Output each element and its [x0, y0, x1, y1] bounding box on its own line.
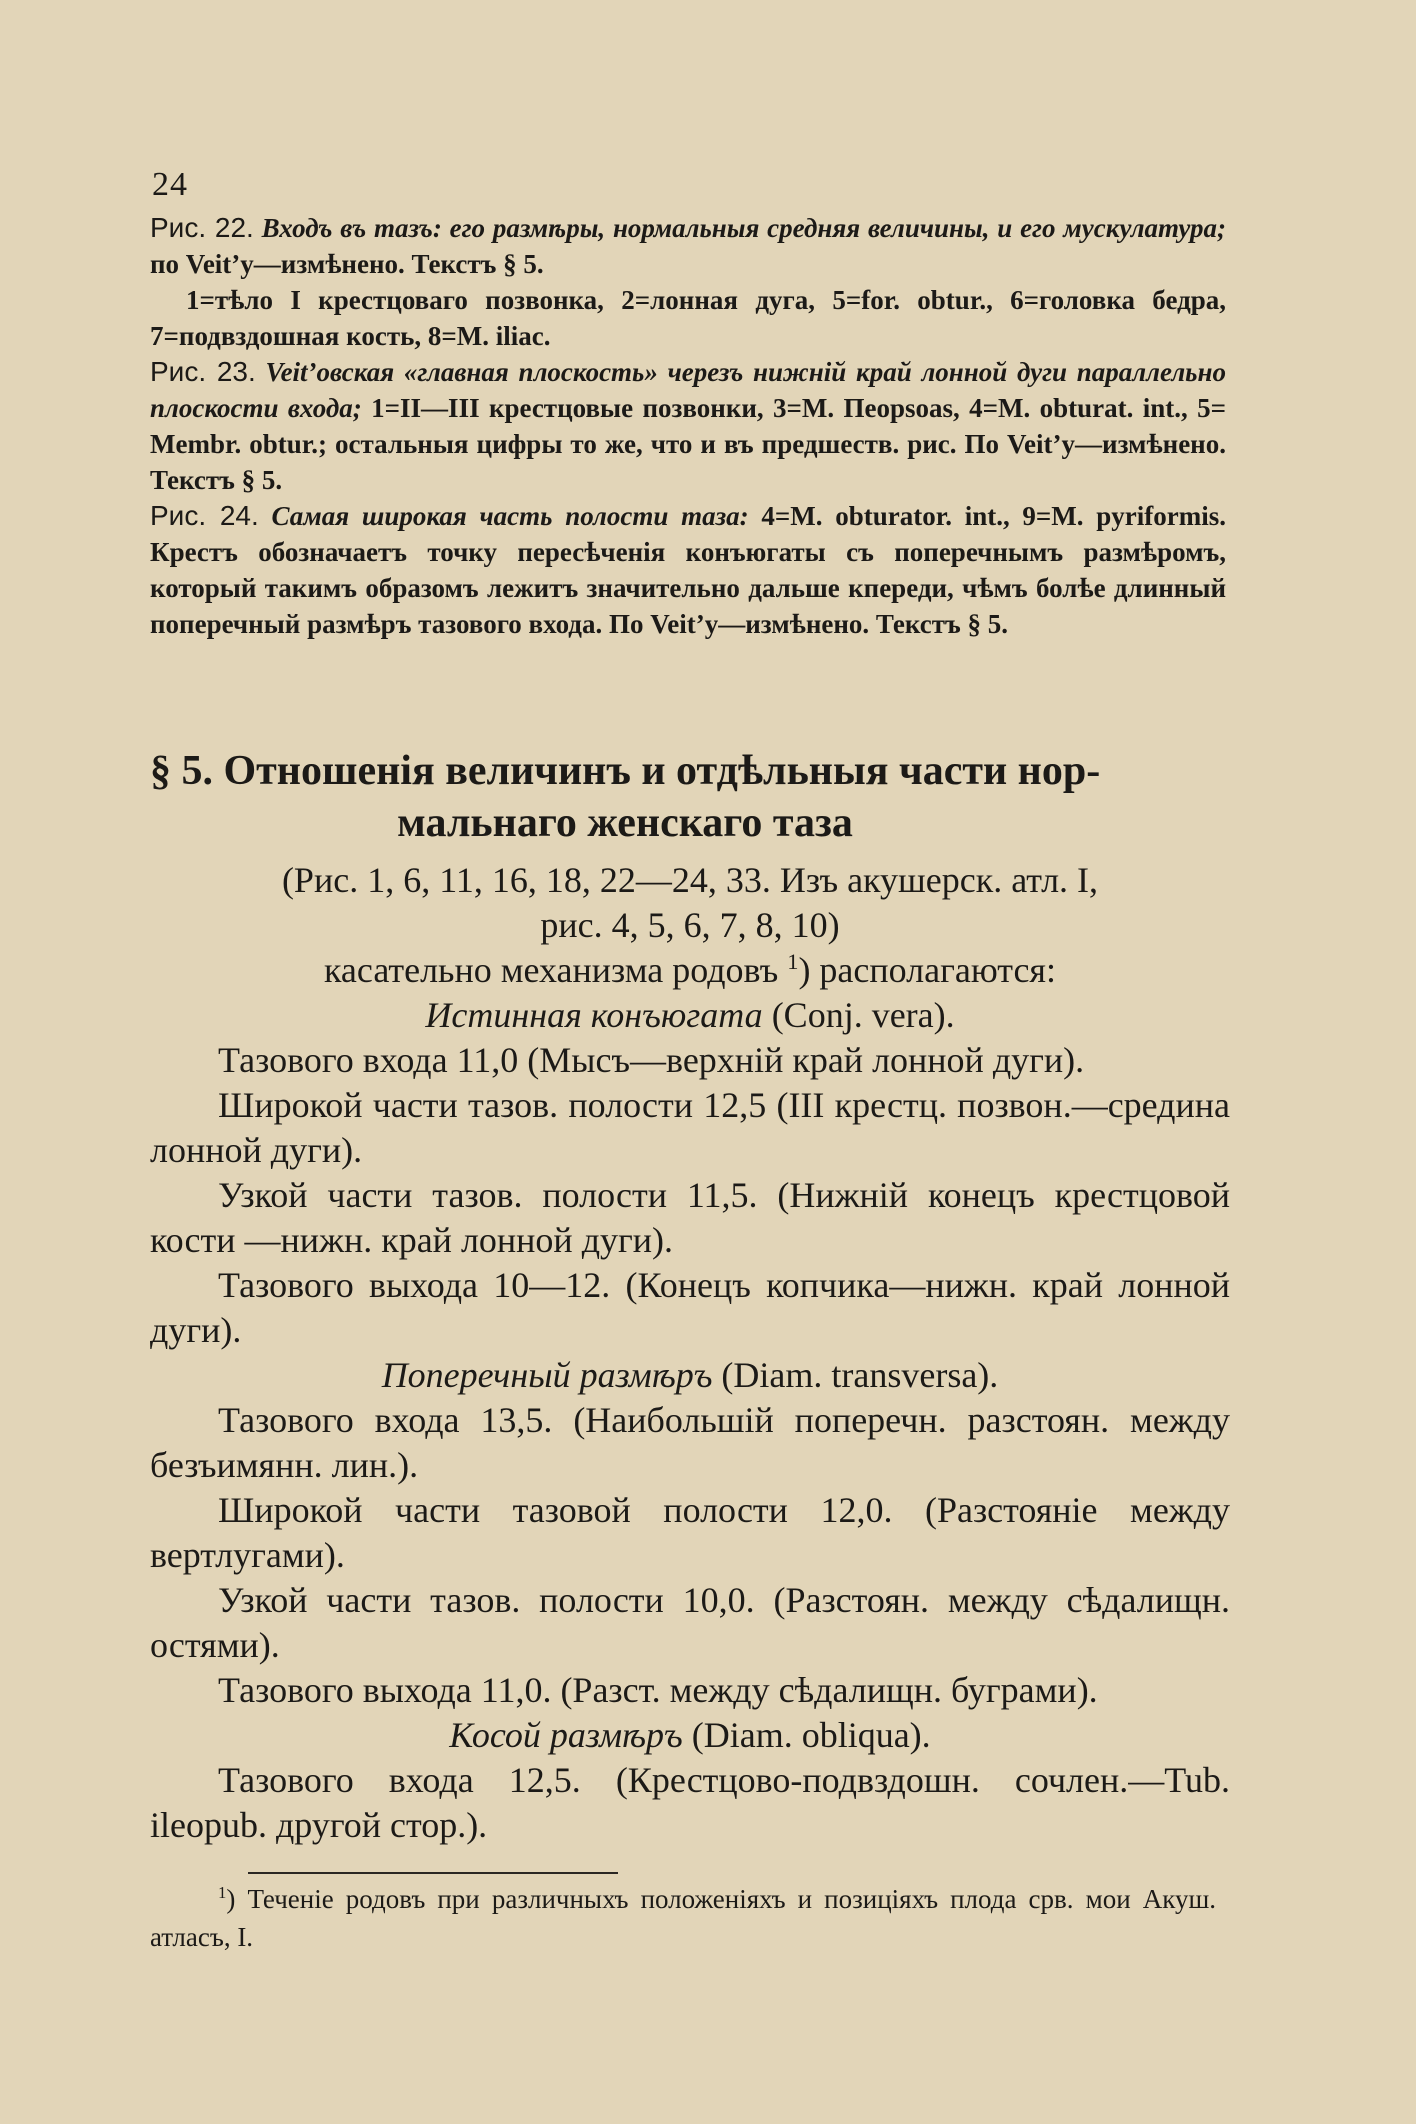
caption-body: 1=II—III крестцовые позвонки, 3=M. Пеорsoas, 4=M. obturat. int., 5= Membr. obtur.; остальныя цифры то же, что и въ предшеств. рис. По Veit’у—измѣнено. Текстъ § 5. — [150, 393, 1226, 495]
measurement-item: Тазового входа 12,5. (Крестцово-подвздошн. сочлен.—Tub. ileopub. другой стор.). — [150, 1760, 1230, 1845]
figure-caption-22 — [150, 210, 1226, 282]
caption-label: Рис. 22. — [150, 212, 254, 243]
figure-caption-22-legend: 1=тѣло I крестцоваго позвонка, 2=лонная дуга, 5=for. obtur., 6=головка бедра, 7=подвздошная кость, 8=M. iliac. — [150, 285, 1226, 351]
footnote-ref: 1 — [787, 949, 799, 974]
measurement-item: Тазового входа 13,5. (Наибольшій поперечн. разстоян. между безъимянн. лин.). — [150, 1400, 1230, 1485]
measurement-item: Тазового входа 11,0 (Мысъ—верхній край лонной дуги). — [218, 1040, 1085, 1080]
measurement-item: Тазового выхода 11,0. (Разст. между сѣдалищн. буграми). — [218, 1670, 1098, 1710]
footnote-divider — [248, 1872, 618, 1874]
footnote-body: ) Теченіе родовъ при различныхъ положеніяхъ и позиціяхъ плода срв. мои Акуш. атласъ, I. — [150, 1884, 1216, 1952]
measurement-item: Узкой части тазов. полости 11,5. (Нижній конецъ крестцовой кости —нижн. край лонной дуги). — [150, 1175, 1230, 1260]
caption-label: Рис. 23. — [150, 356, 256, 387]
subheading-title: Косой размѣръ — [449, 1715, 683, 1755]
section-heading-line-2: мальнаго женскаго таза — [397, 800, 853, 846]
section-heading-line-1: § 5. Отношенія величинъ и отдѣльныя части нор- — [150, 748, 1101, 794]
caption-body: 4=M. obturator. int., 9=M. pyriformis. Крестъ обозначаетъ точку пересѣченія конъюгаты съ поперечнымъ размѣромъ, который такимъ образомъ лежитъ значительно дальше кпереди, чѣмъ болѣе длинный поперечный размѣръ тазового входа. По Veit’у—измѣнено. Текстъ § 5. — [150, 501, 1226, 639]
subheading-transverse — [150, 1353, 1230, 1398]
figure-references-cont: рис. 4, 5, 6, 7, 8, 10) — [540, 905, 840, 945]
subheading-latin: (Diam. transversa). — [712, 1355, 999, 1395]
mechanism-note — [150, 948, 1230, 993]
caption-title: Входъ въ тазъ: его размѣры, нормальныя средняя величины, и его мускулатура; — [261, 213, 1227, 243]
measurement-item: Узкой части тазов. полости 10,0. (Разстоян. между сѣдалищн. остями). — [150, 1580, 1230, 1665]
footnote-mark: 1 — [218, 1883, 227, 1902]
subheading-latin: (Diam. obliqua). — [682, 1715, 931, 1755]
caption-title: Самая широкая часть полости таза: — [271, 501, 749, 531]
figure-references: (Рис. 1, 6, 11, 16, 18, 22—24, 33. Изъ акушерск. атл. I, — [281, 860, 1099, 900]
figure-captions — [150, 210, 1226, 642]
measurement-item: Тазового выхода 10—12. (Конецъ копчика—нижн. край лонной дуги). — [150, 1265, 1230, 1350]
page-number: 24 — [152, 166, 188, 203]
subheading-conjugate — [150, 993, 1230, 1038]
caption-body: по Veit’у—измѣнено. Текстъ § 5. — [150, 249, 544, 279]
subheading-latin: (Conj. vera). — [762, 995, 955, 1035]
caption-label: Рис. 24. — [150, 500, 259, 531]
footnote-text — [150, 1880, 1216, 1956]
subheading-oblique — [150, 1713, 1230, 1758]
figure-caption-24 — [150, 498, 1226, 642]
footnote — [150, 1880, 1216, 1956]
subheading-title: Поперечный размѣръ — [381, 1355, 713, 1395]
caption-title: Veit’овская «главная плоскость» черезъ нижній край лонной дуги параллельно плоскости входа; — [150, 357, 1227, 423]
measurement-item: Широкой части тазовой полости 12,0. (Разстояніе между вертлугами). — [150, 1490, 1230, 1575]
section-body — [150, 858, 1230, 1848]
subheading-title: Истинная конъюгата — [425, 995, 763, 1035]
measurement-item: Широкой части тазов. полости 12,5 (III крестц. позвон.—средина лонной дуги). — [150, 1085, 1230, 1170]
mechanism-note-text: касательно механизма родовъ — [323, 950, 779, 990]
figure-caption-23 — [150, 354, 1226, 498]
section-heading — [150, 745, 1240, 849]
mechanism-note-end: ) располагаются: — [798, 950, 1056, 990]
